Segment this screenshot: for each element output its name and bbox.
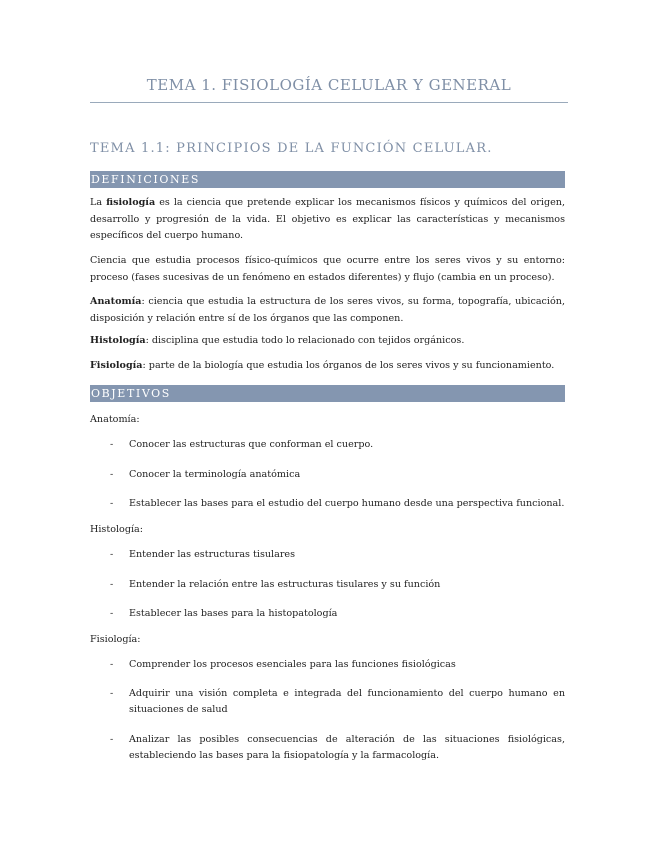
- bullet-dash: -: [110, 608, 114, 619]
- title-divider: [90, 102, 568, 103]
- definiciones-heading: DEFINICIONES: [90, 171, 565, 188]
- list-item-text: Establecer las bases para la histopatología: [129, 608, 338, 619]
- paragraph-text: : disciplina que estudia todo lo relacionado con tejidos orgánicos.: [145, 335, 465, 346]
- list-item-text: Entender la relación entre las estructuras tisulares y su función: [129, 579, 441, 590]
- paragraph-text: La: [90, 197, 107, 208]
- document-title: TEMA 1. FISIOLOGÍA CELULAR Y GENERAL: [146, 76, 512, 94]
- paragraph-text: : parte de la biología que estudia los órganos de los seres vivos y su funcionamiento.: [142, 360, 555, 371]
- term-fisiologia: fisiología: [106, 197, 156, 208]
- list-item-text: Conocer la terminología anatómica: [129, 469, 301, 480]
- section-title: TEMA 1.1: PRINCIPIOS DE LA FUNCIÓN CELULAR.: [90, 141, 493, 156]
- bullet-dash: -: [110, 469, 114, 480]
- list-item-text: Conocer las estructuras que conforman el cuerpo.: [129, 439, 374, 450]
- fisiologia-label: Fisiología:: [90, 634, 141, 645]
- list-item-text: Adquirir una visión completa e integrada del funcionamiento del cuerpo humano en situaciones de salud: [129, 688, 565, 715]
- paragraph-text: es la ciencia que pretende explicar los mecanismos físicos y químicos del origen, desarrollo y progresión de la vida. El objetivo es explicar las características y mecanismos específicos del cuerpo humano.: [90, 197, 566, 241]
- definition-histologia-paragraph: [90, 333, 565, 350]
- paragraph-text: Ciencia que estudia procesos físico-químicos que ocurre entre los seres vivos y su entorno: proceso (fases sucesivas de un fenómeno en estados diferentes) y flujo (cambia en un proceso).: [90, 255, 565, 283]
- bullet-dash: -: [110, 439, 114, 450]
- term-fisiologia-2: Fisiología: [90, 360, 143, 371]
- histologia-label: Histología:: [90, 524, 143, 535]
- definition-ciencia-paragraph: [90, 253, 565, 286]
- bullet-dash: -: [110, 734, 114, 745]
- list-item-text: Comprender los procesos esenciales para las funciones fisiológicas: [129, 659, 456, 670]
- list-item-text: Entender las estructuras tisulares: [129, 549, 296, 560]
- list-item-text: Analizar las posibles consecuencias de alteración de las situaciones fisiológicas, estableciendo las bases para la fisiopatología y la farmacología.: [129, 734, 565, 761]
- objetivos-heading: OBJETIVOS: [90, 385, 565, 402]
- bullet-dash: -: [110, 498, 114, 509]
- bullet-dash: -: [110, 579, 114, 590]
- definition-anatomia-paragraph: [90, 294, 565, 327]
- definition-fisiologia-paragraph: [90, 195, 565, 245]
- bullet-dash: -: [110, 688, 114, 699]
- bullet-dash: -: [110, 549, 114, 560]
- anatomia-label: Anatomía:: [90, 414, 140, 425]
- bullet-dash: -: [110, 659, 114, 670]
- definition-fisiologia-2-paragraph: [90, 358, 565, 375]
- term-histologia: Histología: [90, 335, 146, 346]
- paragraph-text: : ciencia que estudia la estructura de los seres vivos, su forma, topografía, ubicación, disposición y relación entre sí de los órganos que las componen.: [90, 296, 565, 324]
- list-item-text: Establecer las bases para el estudio del cuerpo humano desde una perspectiva funcional.: [129, 498, 565, 509]
- term-anatomia: Anatomía: [90, 296, 142, 307]
